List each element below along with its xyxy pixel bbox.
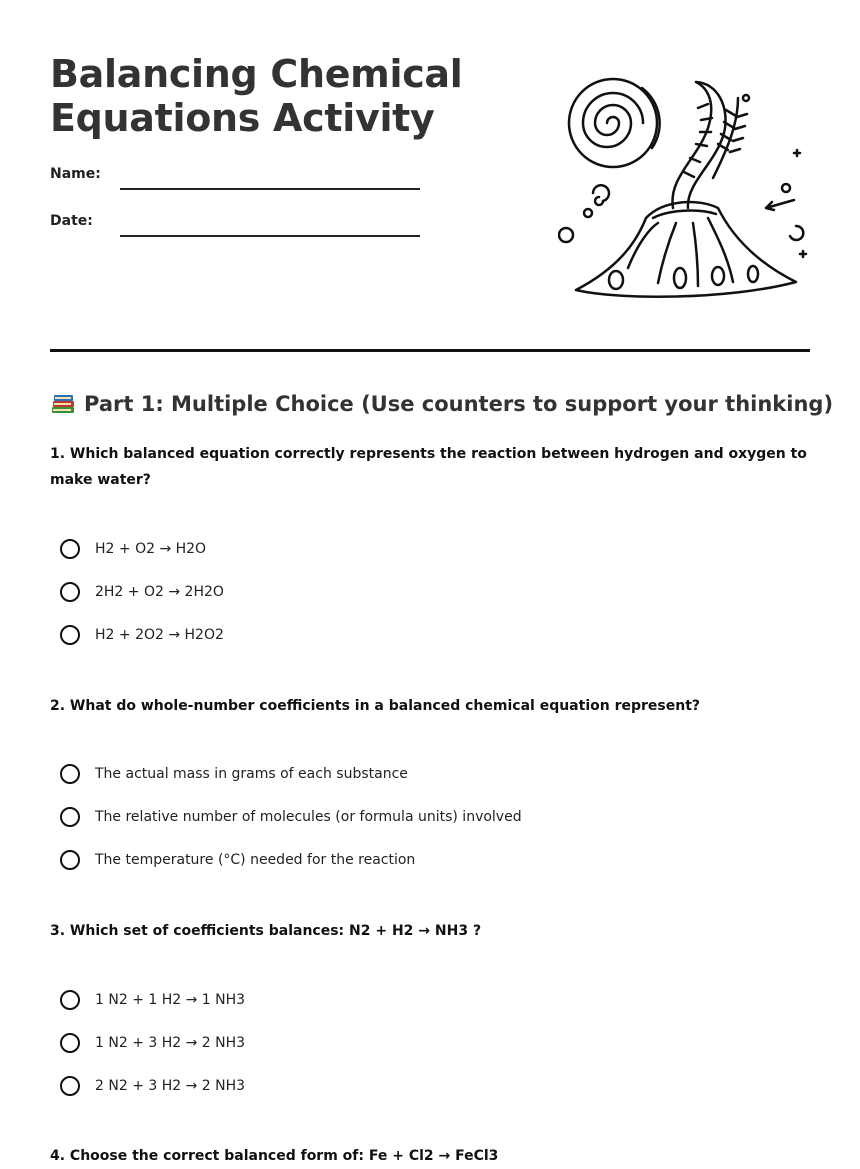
radio-button[interactable] xyxy=(60,764,80,784)
option[interactable] xyxy=(60,752,800,795)
name-label: Name: xyxy=(50,166,101,182)
page-title: Balancing Chemical Equations Activity xyxy=(50,52,463,140)
worksheet-page xyxy=(50,0,834,1164)
radio-button[interactable] xyxy=(60,539,80,559)
question-3-options xyxy=(60,978,800,1107)
option[interactable] xyxy=(60,613,800,656)
radio-button[interactable] xyxy=(60,1033,80,1053)
volcano-illustration xyxy=(558,68,808,318)
question-1 xyxy=(50,441,810,493)
radio-button[interactable] xyxy=(60,807,80,827)
option[interactable] xyxy=(60,1021,800,1064)
option-label: 1 N2 + 3 H2 → 2 NH3 xyxy=(95,1034,246,1051)
section-heading-text: Part 1: Multiple Choice (Use counters to support your thinking) xyxy=(84,392,834,416)
question-text: 3. Which set of coefficients balances: N2 + H2 → NH3 ? xyxy=(50,923,482,939)
question-4 xyxy=(50,1143,810,1169)
section-heading xyxy=(50,389,834,419)
option-label: The actual mass in grams of each substance xyxy=(95,765,408,782)
name-field xyxy=(50,166,420,190)
option-label: 2H2 + O2 → 2H2O xyxy=(95,583,224,600)
radio-button[interactable] xyxy=(60,850,80,870)
option-label: The relative number of molecules (or formula units) involved xyxy=(95,808,522,825)
header-divider xyxy=(50,349,810,352)
question-text: 2. What do whole-number coefficients in a balanced chemical equation represent? xyxy=(50,698,701,714)
question-text: 1. Which balanced equation correctly represents the reaction between hydrogen and oxygen to make water? xyxy=(50,446,807,488)
radio-button[interactable] xyxy=(60,1076,80,1096)
option[interactable] xyxy=(60,570,800,613)
option-label: 1 N2 + 1 H2 → 1 NH3 xyxy=(95,991,246,1008)
radio-button[interactable] xyxy=(60,990,80,1010)
option-label: 2 N2 + 3 H2 → 2 NH3 xyxy=(95,1077,246,1094)
date-field xyxy=(50,213,420,237)
date-input-line[interactable] xyxy=(120,235,420,237)
question-1-options xyxy=(60,527,800,656)
radio-button[interactable] xyxy=(60,625,80,645)
option[interactable] xyxy=(60,795,800,838)
question-2-options xyxy=(60,752,800,881)
option-label: The temperature (°C) needed for the reaction xyxy=(95,851,416,868)
option-label: H2 + O2 → H2O xyxy=(95,540,207,557)
option[interactable] xyxy=(60,527,800,570)
option[interactable] xyxy=(60,978,800,1021)
option-label: H2 + 2O2 → H2O2 xyxy=(95,626,224,643)
option[interactable] xyxy=(60,838,800,881)
books-icon xyxy=(50,391,76,415)
radio-button[interactable] xyxy=(60,582,80,602)
question-3 xyxy=(50,918,810,944)
question-2 xyxy=(50,693,810,719)
date-label: Date: xyxy=(50,213,93,229)
question-text: 4. Choose the correct balanced form of: Fe + Cl2 → FeCl3 xyxy=(50,1148,499,1164)
name-input-line[interactable] xyxy=(120,188,420,190)
option[interactable] xyxy=(60,1064,800,1107)
